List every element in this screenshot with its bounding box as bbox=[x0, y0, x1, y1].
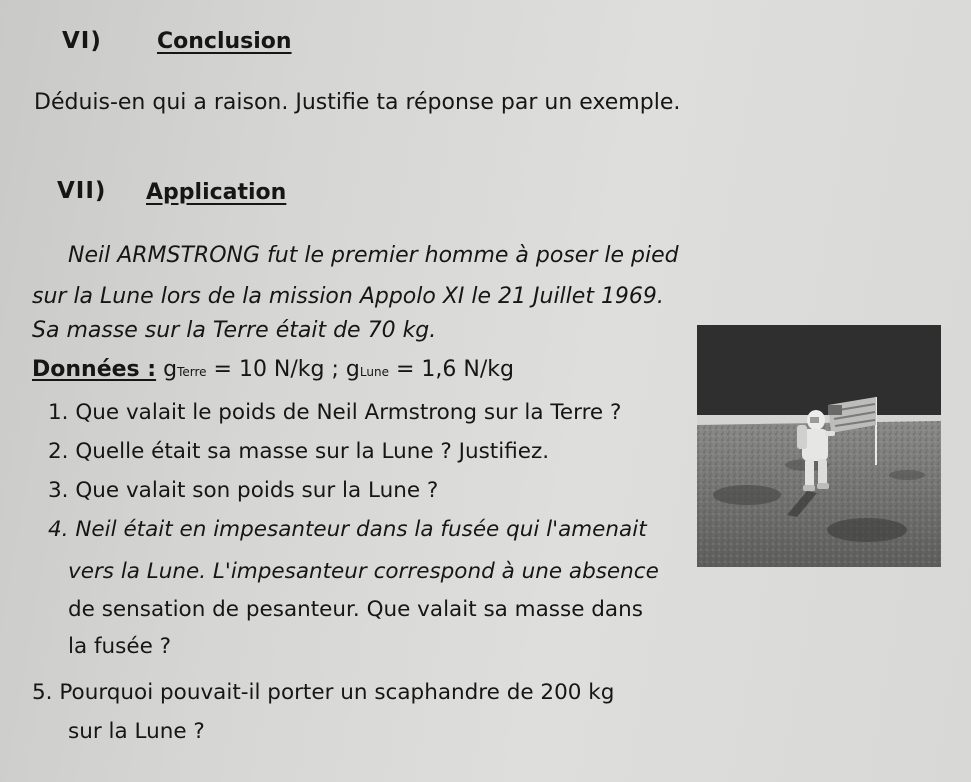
g-symbol-lune: g bbox=[345, 357, 360, 382]
section-6-instruction: Déduis-en qui a raison. Justifie ta réponse par un exemple. bbox=[34, 90, 681, 115]
question-1: 1. Que valait le poids de Neil Armstrong sur la Terre ? bbox=[48, 400, 622, 425]
question-3: 3. Que valait son poids sur la Lune ? bbox=[48, 478, 439, 503]
question-5-line-1: 5. Pourquoi pouvait-il porter un scaphandre de 200 kg bbox=[32, 680, 615, 705]
question-4-line-2: vers la Lune. L'impesanteur correspond à une absence bbox=[68, 559, 659, 584]
g-subscript-lune: Lune bbox=[359, 365, 389, 379]
question-4-line-4: la fusée ? bbox=[68, 634, 172, 659]
question-5-line-2: sur la Lune ? bbox=[68, 719, 205, 744]
section-6-number: VI) bbox=[62, 28, 102, 54]
donnees-line bbox=[32, 357, 514, 382]
g-value-lune: = 1,6 N/kg bbox=[395, 357, 514, 382]
g-symbol-terre: g bbox=[163, 357, 178, 382]
g-value-terre: = 10 N/kg ; bbox=[213, 357, 339, 382]
donnees-label: Données : bbox=[32, 357, 157, 382]
paragraph-line-1: Neil ARMSTRONG fut le premier homme à poser le pied bbox=[68, 243, 679, 268]
section-6-title: Conclusion bbox=[157, 29, 292, 54]
section-7-title: Application bbox=[146, 180, 287, 205]
moon-landing-photo bbox=[697, 325, 941, 567]
question-4-line-3: de sensation de pesanteur. Que valait sa masse dans bbox=[68, 597, 643, 622]
g-subscript-terre: Terre bbox=[177, 365, 207, 379]
question-2: 2. Quelle était sa masse sur la Lune ? Justifiez. bbox=[48, 439, 550, 464]
paragraph-line-2: sur la Lune lors de la mission Appolo XI le 21 Juillet 1969. bbox=[32, 284, 664, 309]
section-7-number: VII) bbox=[57, 178, 107, 204]
moon-landing-illustration bbox=[697, 325, 941, 567]
paragraph-line-3: Sa masse sur la Terre était de 70 kg. bbox=[32, 318, 437, 343]
question-4-line-1: 4. Neil était en impesanteur dans la fusée qui l'amenait bbox=[48, 517, 647, 542]
